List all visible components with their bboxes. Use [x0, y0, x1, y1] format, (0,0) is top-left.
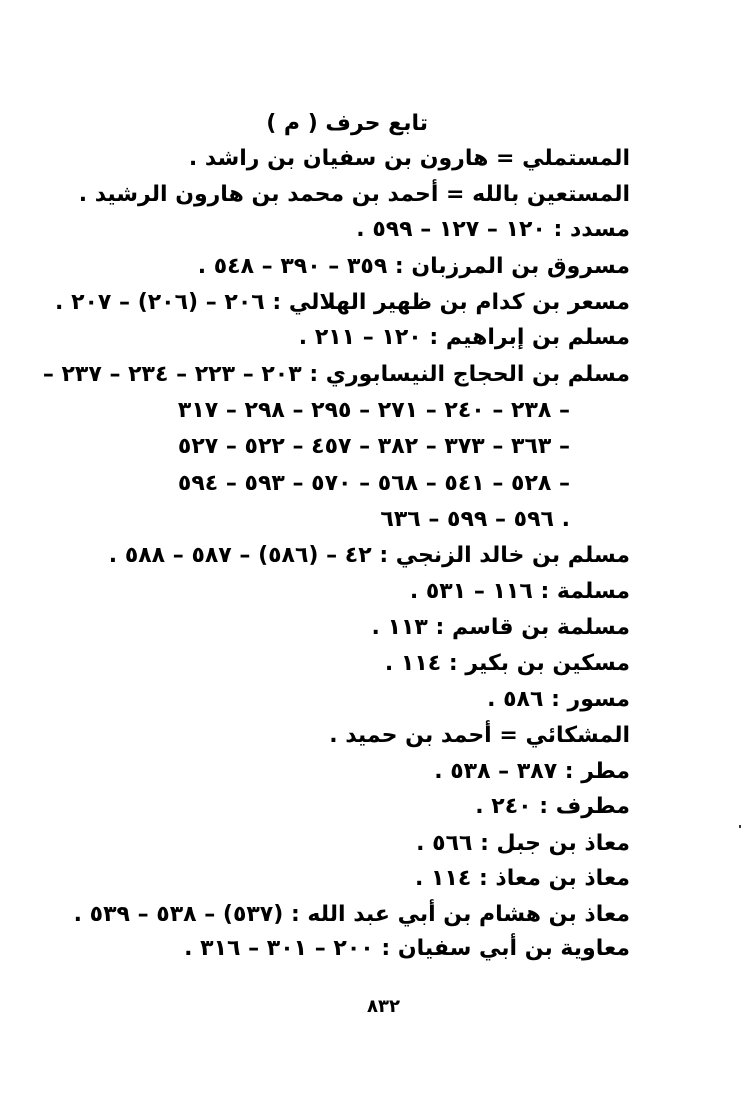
- index-entry: مسكين بن بكير : ١١٤ .: [384, 651, 630, 676]
- page-heading: تابع حرف ( م ): [266, 111, 428, 136]
- index-entry: مسلم بن الحجاج النيسابوري : ٢٠٣ – ٢٢٣ – ٢٣٤ – ٢٣٧ –: [42, 362, 630, 387]
- index-entry: مسروق بن المرزبان : ٣٥٩ – ٣٩٠ – ٥٤٨ .: [197, 254, 630, 279]
- index-entry: المستملي = هارون بن سفيان بن راشد .: [188, 146, 630, 171]
- index-entry: معاوية بن أبي سفيان : ٢٠٠ – ٣٠١ – ٣١٦ .: [184, 936, 630, 961]
- index-entry: مسعر بن كدام بن ظهير الهلالي : ٢٠٦ – (٢٠٦) – ٢٠٧ .: [55, 290, 630, 315]
- index-entry-continuation: ٥٩٦ – ٥٩٩ – ٦٣٦ .: [380, 507, 570, 532]
- index-entry: مطرف : ٢٤٠ .: [475, 794, 630, 819]
- index-entry: معاذ بن معاذ : ١١٤ .: [414, 866, 630, 891]
- index-entry: مسور : ٥٨٦ .: [487, 687, 630, 712]
- index-entry-continuation: ٢٣٨ – ٢٤٠ – ٢٧١ – ٢٩٥ – ٢٩٨ – ٣١٧ –: [177, 398, 570, 423]
- index-entry: مسلم بن إبراهيم : ١٢٠ – ٢١١ .: [298, 325, 630, 350]
- index-entry-continuation: ٥٢٨ – ٥٤١ – ٥٦٨ – ٥٧٠ – ٥٩٣ – ٥٩٤ –: [177, 471, 570, 496]
- index-entry: معاذ بن جبل : ٥٦٦ .: [416, 831, 630, 856]
- page-number: ٨٣٢: [367, 996, 400, 1017]
- index-entry: المستعين بالله = أحمد بن محمد بن هارون الرشيد .: [78, 182, 630, 207]
- index-entry-continuation: ٣٦٣ – ٣٧٣ – ٣٨٢ – ٤٥٧ – ٥٢٢ – ٥٢٧ –: [177, 434, 570, 459]
- index-entry: مسلمة بن قاسم : ١١٣ .: [371, 615, 630, 640]
- scan-speck: [739, 825, 741, 828]
- index-entry: مسلمة : ١١٦ – ٥٣١ .: [409, 579, 630, 604]
- index-entry: مطر : ٣٨٧ – ٥٣٨ .: [434, 759, 630, 784]
- index-entry: المشكائي = أحمد بن حميد .: [329, 723, 630, 748]
- index-entry: مسلم بن خالد الزنجي : ٤٢ – (٥٨٦) – ٥٨٧ – ٥٨٨ .: [108, 543, 630, 568]
- index-entry: معاذ بن هشام بن أبي عبد الله : (٥٣٧) – ٥٣٨ – ٥٣٩ .: [73, 902, 630, 927]
- index-entry: مسدد : ١٢٠ – ١٢٧ – ٥٩٩ .: [356, 217, 630, 242]
